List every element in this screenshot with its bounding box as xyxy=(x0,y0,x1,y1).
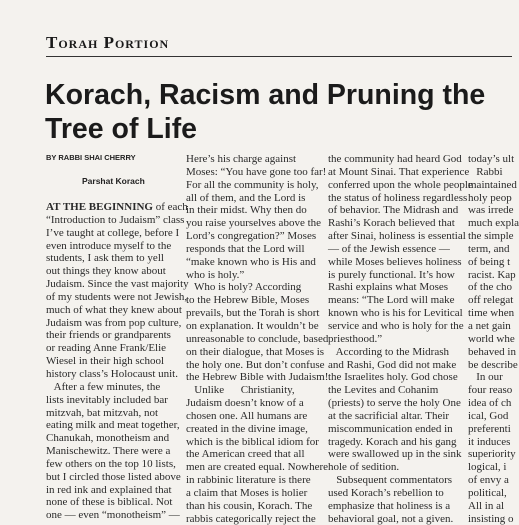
article-column-2 xyxy=(186,153,329,525)
column-line: political, xyxy=(468,486,507,499)
column-line: in their midst. Why then do xyxy=(186,204,307,217)
column-line: on their dialogue, that Moses is xyxy=(186,345,325,358)
column-line: prevails, but the Torah is short xyxy=(186,307,320,320)
column-line: used Korach’s rebellion to xyxy=(328,486,444,499)
article-column-4 xyxy=(468,153,519,525)
column-line: Wiesel in their high school xyxy=(46,355,165,368)
column-line: today’s ult xyxy=(468,153,515,165)
column-line: Lord’s congregation?” Moses xyxy=(186,230,317,243)
column-line: which is the biblical idiom for xyxy=(186,435,319,448)
column-line: term, and xyxy=(468,242,510,255)
column-line: one — even “monotheism” — xyxy=(46,509,180,522)
section-label: Torah Portion xyxy=(46,33,170,52)
column-line: racist. Kap xyxy=(468,268,516,281)
column-line: priesthood.” xyxy=(328,332,383,345)
headline-line-2: Tree of Life xyxy=(45,113,198,145)
column-line: In our xyxy=(468,371,503,384)
column-line: emphasize that holiness is a xyxy=(328,499,451,512)
column-line: time when xyxy=(468,307,515,320)
column-line: and Rashi, God did not make xyxy=(328,358,457,371)
column-line: maintained xyxy=(468,178,517,191)
byline: BY RABBI SHAI CHERRY xyxy=(46,153,136,162)
article-column-1 xyxy=(46,201,189,522)
column-line: Judaism was from pop culture, xyxy=(46,316,182,329)
column-line: of behavior. The Midrash and xyxy=(328,204,459,217)
column-line: the Israelites holy. God chose xyxy=(328,371,458,384)
column-line: For all the community is holy, xyxy=(186,178,319,191)
column-line: tragedy. Korach and his gang xyxy=(328,435,457,448)
column-line: but I circled those listed above xyxy=(46,470,181,483)
column-line: four reaso xyxy=(468,384,513,397)
column-line: hole of sedition. xyxy=(328,461,400,474)
section-rule xyxy=(46,56,512,57)
column-line: in rabbinic literature is there xyxy=(186,474,311,487)
column-line: was irrede xyxy=(468,204,514,217)
column-line: conferred upon the whole people xyxy=(328,178,473,191)
column-line: idea of ch xyxy=(468,397,512,410)
column-line: out things they know about xyxy=(46,265,166,278)
column-line: to the Hebrew Bible, Moses xyxy=(186,294,310,307)
column-line: known who is his for Levitical xyxy=(328,307,463,320)
column-line: be describe xyxy=(468,358,518,371)
column-line xyxy=(46,201,188,214)
column-line: Unlike Christianity, xyxy=(186,384,295,397)
column-line: is purely functional. It’s how xyxy=(328,268,455,281)
column-line: all of them, and the Lord is xyxy=(186,191,306,204)
column-line: I’ve taught at college, before I xyxy=(46,226,180,239)
column-line: created in the divine image, xyxy=(186,422,308,435)
column-line: their friends or grandparents xyxy=(46,329,171,342)
column-line: it induces xyxy=(468,435,511,448)
column-line: few others on the top 10 lists, xyxy=(46,457,176,470)
lead-in: AT THE BEGINNING xyxy=(46,201,153,213)
column-line: ical, God xyxy=(468,409,509,422)
column-line: the status of holiness regardless xyxy=(328,191,468,204)
column-line: off relegat xyxy=(468,294,514,307)
column-line: men are created equal. Nowhere xyxy=(186,461,329,474)
column-line: were swallowed up in the sink xyxy=(328,448,462,461)
column-line: holy peop xyxy=(468,191,512,204)
column-line: Rabbi xyxy=(468,165,503,178)
column-line: the American creed that all xyxy=(186,448,305,461)
column-line: much expla xyxy=(468,217,519,230)
column-line: history class’s Holocaust unit. xyxy=(46,367,178,380)
column-line: students, I ask them to yell xyxy=(46,252,164,265)
column-line: much of what they knew about xyxy=(46,303,182,316)
column-line: Judaism doesn’t know of a xyxy=(186,397,304,410)
column-line: at Mount Sinai. That experience xyxy=(328,165,470,178)
column-line: superiority xyxy=(468,448,516,461)
column-line: Who is holy? According xyxy=(186,281,302,294)
column-line: (priests) to serve the holy One xyxy=(328,397,461,410)
column-line: preferenti xyxy=(468,422,511,435)
column-line: — of the Jewish essence — xyxy=(328,242,450,255)
column-line: Rashi explains what Moses xyxy=(328,281,449,294)
column-line: miscommunication ended in xyxy=(328,422,453,435)
column-line: the community had heard God xyxy=(328,153,462,165)
column-line: the Hebrew Bible with Judaism! xyxy=(186,371,329,384)
column-line: you raise yourselves above the xyxy=(186,217,322,230)
column-line: while Moses believes holiness xyxy=(328,255,462,268)
column-line: Judaism. Since the vast majority xyxy=(46,278,189,291)
column-line: world whe xyxy=(468,332,515,345)
column-line: after Sinai, holiness is essential xyxy=(328,230,466,243)
column-line: of the cho xyxy=(468,281,512,294)
headline-line-1: Korach, Racism and Pruning the xyxy=(45,79,486,111)
article-column-3 xyxy=(328,153,473,525)
column-line: Rashi’s Korach believed that xyxy=(328,217,455,230)
column-line: Chanukah, monotheism and xyxy=(46,432,170,445)
column-line: the holy one. But don’t confuse xyxy=(186,358,325,371)
column-line: means: “The Lord will make xyxy=(328,294,455,307)
column-line: chosen one. All humans are xyxy=(186,409,308,422)
column-line: logical, i xyxy=(468,461,507,474)
column-line: a claim that Moses is holier xyxy=(186,486,308,499)
headline xyxy=(45,78,512,146)
column-line: of my students were not Jewish, xyxy=(46,290,188,303)
column-line: After a few minutes, the xyxy=(46,380,161,393)
column-line: behavioral goal, not a given. xyxy=(328,512,454,525)
column-line: who is holy.” xyxy=(186,268,245,281)
column-line: lists inevitably included bar xyxy=(46,393,168,406)
column-line: All in al xyxy=(468,499,505,512)
parsha-subtitle: Parshat Korach xyxy=(82,176,145,186)
column-line: responds that the Lord will xyxy=(186,242,305,255)
column-line: insisting o xyxy=(468,512,514,525)
column-line: even introduce myself to the xyxy=(46,239,172,252)
column-line: at the sacrificial altar. Their xyxy=(328,409,450,422)
column-line: none of these is biblical. Not xyxy=(46,496,173,509)
column-line: the simple xyxy=(468,230,514,243)
column-line: “make known who is His and xyxy=(186,255,316,268)
column-line: than his cousin, Korach. The xyxy=(186,499,313,512)
column-line: “Introduction to Judaism” class xyxy=(46,213,185,226)
column-line: the Levites and Cohanim xyxy=(328,384,439,397)
column-line: mitzvah, bat mitzvah, not xyxy=(46,406,159,419)
column-line: in red ink and explained that xyxy=(46,483,172,496)
column-line: of envy a xyxy=(468,474,509,487)
column-line: According to the Midrash xyxy=(328,345,449,358)
column-line: behaved in xyxy=(468,345,516,358)
column-line: a net gain xyxy=(468,319,511,332)
column-line: rabbis categorically reject the xyxy=(186,512,316,525)
column-line: Here’s his charge against xyxy=(186,153,297,165)
column-line: Subsequent commentators xyxy=(328,474,453,487)
column-line: or reading Anne Frank/Elie xyxy=(46,342,167,355)
column-line: Moses: “You have gone too far! xyxy=(186,165,327,178)
column-line: eating milk and meat together, xyxy=(46,419,180,432)
column-line: on explanation. It wouldn’t be xyxy=(186,319,319,332)
column-line: unreasonable to conclude, based xyxy=(186,332,329,345)
column-line: Manischewitz. There were a xyxy=(46,445,171,458)
lead-in-rest: of each xyxy=(152,201,188,213)
column-line: service and who is holy for the xyxy=(328,319,464,332)
column-line: of being t xyxy=(468,255,511,268)
